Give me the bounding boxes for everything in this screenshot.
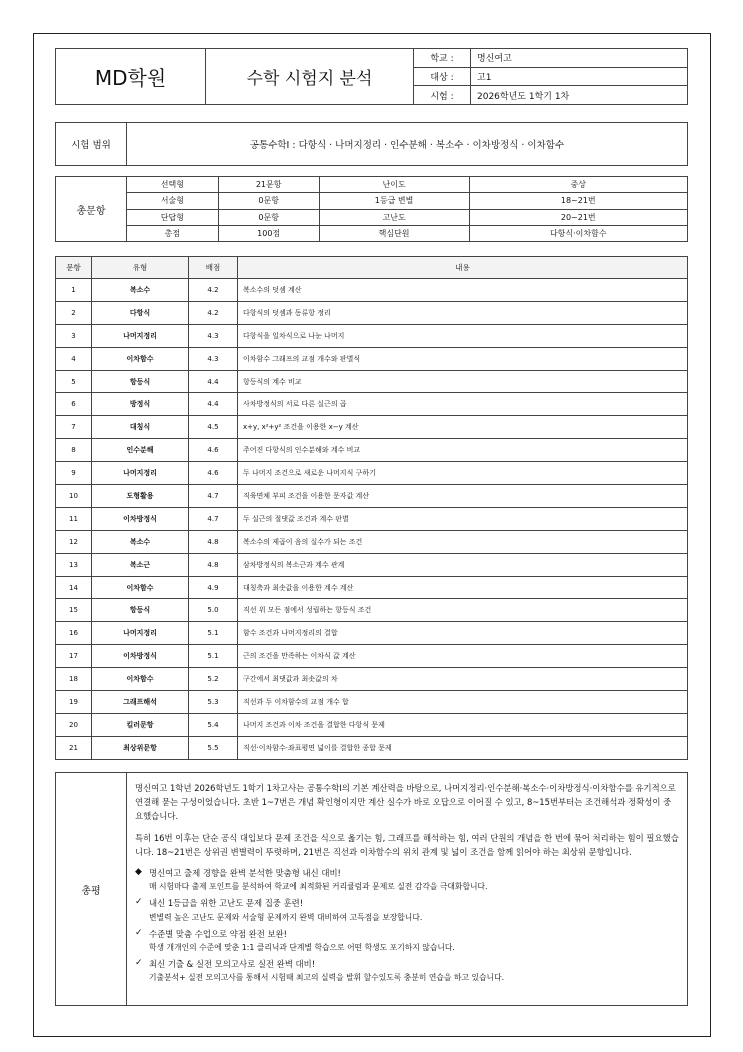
- exam-key: 시험 :: [414, 86, 471, 105]
- question-type: 킬러문항: [92, 713, 189, 736]
- summary-table: [55, 176, 688, 242]
- question-type: 이차방정식: [92, 645, 189, 668]
- document-title: 수학 시험지 분석: [206, 49, 414, 105]
- review-bullet-title: 최신 기출 & 실전 모의고사로 실전 완벽 대비!: [149, 959, 316, 970]
- summary-cell: 0문항: [218, 193, 319, 209]
- review-table: [55, 772, 688, 1006]
- question-content: 직선·이차함수·좌표평면 넓이를 결합한 종합 문제: [238, 736, 688, 759]
- question-number: 5: [56, 370, 92, 393]
- question-row: [56, 301, 688, 324]
- question-type: 나머지정리: [92, 622, 189, 645]
- question-score: 4.2: [189, 279, 238, 302]
- question-number: 17: [56, 645, 92, 668]
- question-score: 4.9: [189, 576, 238, 599]
- summary-cell: 18~21번: [469, 193, 687, 209]
- question-type: 복소수: [92, 279, 189, 302]
- school-value: 명신여고: [471, 49, 688, 68]
- question-type: 그래프해석: [92, 691, 189, 714]
- summary-cell: 중상: [469, 177, 687, 193]
- question-row: [56, 553, 688, 576]
- summary-cell: 20~21번: [469, 209, 687, 225]
- question-number: 14: [56, 576, 92, 599]
- question-content: 삼차방정식의 복소근과 계수 관계: [238, 553, 688, 576]
- review-bullet: [135, 896, 679, 924]
- question-row: [56, 370, 688, 393]
- question-number: 1: [56, 279, 92, 302]
- question-number: 16: [56, 622, 92, 645]
- question-content: 나머지 조건과 이차 조건을 결합한 다항식 문제: [238, 713, 688, 736]
- question-type: 복소수: [92, 530, 189, 553]
- question-type: 항등식: [92, 599, 189, 622]
- summary-cell: 난이도: [319, 177, 469, 193]
- question-table-header: [56, 257, 688, 279]
- question-type: 방정식: [92, 393, 189, 416]
- exam-scope-text: 공통수학Ⅰ : 다항식 · 나머지정리 · 인수분해 · 복소수 · 이차방정식 · 이차함수: [127, 123, 688, 166]
- question-score: 5.1: [189, 645, 238, 668]
- school-key: 학교 :: [414, 49, 471, 68]
- question-score: 4.6: [189, 462, 238, 485]
- summary-cell: 서술형: [127, 193, 219, 209]
- summary-cell: 1등급 변별: [319, 193, 469, 209]
- question-score: 4.3: [189, 347, 238, 370]
- question-row: [56, 713, 688, 736]
- question-score: 5.0: [189, 599, 238, 622]
- diamond-icon: ◆: [135, 867, 142, 878]
- question-score: 4.6: [189, 439, 238, 462]
- target-key: 대상 :: [414, 67, 471, 86]
- question-type: 나머지정리: [92, 324, 189, 347]
- question-number: 20: [56, 713, 92, 736]
- summary-cell: 단답형: [127, 209, 219, 225]
- question-number: 18: [56, 668, 92, 691]
- header-score: 배점: [189, 257, 238, 279]
- summary-cell: 다항식·이차함수: [469, 225, 687, 241]
- review-bullets: [135, 866, 679, 986]
- question-content: 다항식의 덧셈과 동류항 정리: [238, 301, 688, 324]
- question-number: 12: [56, 530, 92, 553]
- question-type: 복소근: [92, 553, 189, 576]
- summary-cell: 선택형: [127, 177, 219, 193]
- check-icon: ✓: [135, 958, 143, 969]
- review-bullet-title: 수준별 맞춤 수업으로 약점 완전 보완!: [149, 928, 288, 939]
- question-number: 21: [56, 736, 92, 759]
- question-row: [56, 324, 688, 347]
- review-bullet-title: 명신여고 출제 경향을 완벽 분석한 맞춤형 내신 대비!: [149, 868, 341, 879]
- question-score: 4.4: [189, 370, 238, 393]
- question-content: 대칭축과 최솟값을 이용한 계수 계산: [238, 576, 688, 599]
- question-content: 복소수의 제곱이 음의 실수가 되는 조건: [238, 530, 688, 553]
- question-type: 대칭식: [92, 416, 189, 439]
- question-row: [56, 347, 688, 370]
- question-type: 이차함수: [92, 347, 189, 370]
- question-type: 항등식: [92, 370, 189, 393]
- question-type: 나머지정리: [92, 462, 189, 485]
- summary-cell: 100점: [218, 225, 319, 241]
- academy-name: MD학원: [56, 49, 206, 105]
- question-score: 4.7: [189, 485, 238, 508]
- exam-scope-label: 시험 범위: [56, 123, 127, 166]
- question-score: 5.5: [189, 736, 238, 759]
- question-row: [56, 530, 688, 553]
- question-score: 4.3: [189, 324, 238, 347]
- question-type: 인수분해: [92, 439, 189, 462]
- question-type: 이차함수: [92, 668, 189, 691]
- question-type: 도형활용: [92, 485, 189, 508]
- question-row: [56, 645, 688, 668]
- review-bullet-detail: 매 시험마다 출제 포인트를 분석하여 학교에 최적화된 커리큘럼과 문제로 실전 감각을 극대화합니다.: [149, 882, 488, 892]
- review-bullet-detail: 변별력 높은 고난도 문제와 서술형 문제까지 완벽 대비하여 고득점을 보장합니다.: [149, 912, 423, 922]
- review-paragraph-1: 명신여고 1학년 2026학년도 1학기 1차고사는 공통수학Ⅰ의 기본 계산력을 바탕으로, 나머지정리·인수분해·복소수·이차방정식·이차함수를 유기적으로 연결해 묻는 구성이었습니다. 초반 1~7번은 개념 확인형이지만 계산 실수가 바로 오답으로 이어질 수 있고, 8~15번부터는 조건해석과 정확성이 중요했습니다.: [135, 783, 676, 822]
- question-content: 직선 위 모든 점에서 성립하는 항등식 조건: [238, 599, 688, 622]
- question-row: [56, 462, 688, 485]
- review-bullet: [135, 866, 679, 894]
- question-row: [56, 485, 688, 508]
- question-content: 항등식의 계수 비교: [238, 370, 688, 393]
- header-table: [55, 48, 688, 105]
- review-bullet-detail: 기출분석+ 실전 모의고사를 통해서 시험때 최고의 실력을 발휘 할수있도록 충분히 연습을 하고 있습니다.: [149, 973, 505, 983]
- question-score: 5.3: [189, 691, 238, 714]
- question-type: 최상위문항: [92, 736, 189, 759]
- question-number: 11: [56, 507, 92, 530]
- summary-cell: 고난도: [319, 209, 469, 225]
- summary-cell: 0문항: [218, 209, 319, 225]
- question-score: 4.7: [189, 507, 238, 530]
- header-content: 내용: [238, 257, 688, 279]
- summary-cell: 총점: [127, 225, 219, 241]
- exam-value: 2026학년도 1학기 1차: [471, 86, 688, 105]
- question-content: 이차함수 그래프의 교점 개수와 판별식: [238, 347, 688, 370]
- question-score: 4.8: [189, 530, 238, 553]
- question-type: 이차방정식: [92, 507, 189, 530]
- question-number: 7: [56, 416, 92, 439]
- question-content: 직육면체 부피 조건을 이용한 문자값 계산: [238, 485, 688, 508]
- question-row: [56, 416, 688, 439]
- summary-cell: 핵심단원: [319, 225, 469, 241]
- question-type: 다항식: [92, 301, 189, 324]
- review-bullet: [135, 957, 679, 985]
- question-number: 4: [56, 347, 92, 370]
- question-score: 4.5: [189, 416, 238, 439]
- question-score: 5.2: [189, 668, 238, 691]
- question-number: 2: [56, 301, 92, 324]
- summary-cell: 21문항: [218, 177, 319, 193]
- question-row: [56, 576, 688, 599]
- question-row: [56, 279, 688, 302]
- question-content: 복소수의 덧셈 계산: [238, 279, 688, 302]
- question-row: [56, 393, 688, 416]
- question-score: 4.8: [189, 553, 238, 576]
- question-row: [56, 668, 688, 691]
- question-content: 다항식을 일차식으로 나눈 나머지: [238, 324, 688, 347]
- question-type: 이차함수: [92, 576, 189, 599]
- question-number: 19: [56, 691, 92, 714]
- header-type: 유형: [92, 257, 189, 279]
- question-number: 10: [56, 485, 92, 508]
- question-content: x+y, x²+y² 조건을 이용한 x−y 계산: [238, 416, 688, 439]
- question-row: [56, 599, 688, 622]
- question-row: [56, 622, 688, 645]
- review-bullet-title: 내신 1등급을 위한 고난도 문제 집중 훈련!: [149, 898, 304, 909]
- question-content: 사차방정식의 서로 다른 실근의 곱: [238, 393, 688, 416]
- question-row: [56, 691, 688, 714]
- question-row: [56, 507, 688, 530]
- review-bullet-detail: 학생 개개인의 수준에 맞춘 1:1 클리닉과 단계별 학습으로 어떤 학생도 포기하지 않습니다.: [149, 943, 455, 953]
- question-number: 15: [56, 599, 92, 622]
- question-content: 구간에서 최댓값과 최솟값의 차: [238, 668, 688, 691]
- summary-label: 총문항: [56, 177, 127, 242]
- question-content: 근의 조건을 만족하는 이차식 값 계산: [238, 645, 688, 668]
- question-score: 5.1: [189, 622, 238, 645]
- header-number: 문항: [56, 257, 92, 279]
- question-content: 주어진 다항식의 인수분해와 계수 비교: [238, 439, 688, 462]
- question-score: 5.4: [189, 713, 238, 736]
- question-content: 두 나머지 조건으로 새로운 나머지식 구하기: [238, 462, 688, 485]
- exam-scope-table: [55, 122, 688, 166]
- question-score: 4.2: [189, 301, 238, 324]
- review-bullet: [135, 927, 679, 955]
- check-icon: ✓: [135, 897, 143, 908]
- question-content: 직선과 두 이차함수의 교점 개수 합: [238, 691, 688, 714]
- review-paragraph-2: 특히 16번 이후는 단순 공식 대입보다 문제 조건을 식으로 옮기는 힘, 그래프를 해석하는 힘, 여러 단원의 개념을 한 번에 묶어 처리하는 힘이 필요했습니다. 18~21번은 상위권 변별력이 뚜렷하며, 21번은 직선과 이차함수의 위치 관계 및 넓이 조건을 함께 읽어야 하는 최상위 문항입니다.: [135, 832, 679, 857]
- question-score: 4.4: [189, 393, 238, 416]
- target-value: 고1: [471, 67, 688, 86]
- question-number: 8: [56, 439, 92, 462]
- review-label: 총평: [56, 773, 127, 1006]
- question-table: [55, 256, 688, 760]
- question-content: 함수 조건과 나머지정리의 결합: [238, 622, 688, 645]
- question-number: 6: [56, 393, 92, 416]
- check-icon: ✓: [135, 927, 143, 938]
- question-row: [56, 439, 688, 462]
- question-number: 3: [56, 324, 92, 347]
- question-row: [56, 736, 688, 759]
- review-body: [127, 773, 688, 1006]
- question-content: 두 실근의 절댓값 조건과 계수 판별: [238, 507, 688, 530]
- question-number: 13: [56, 553, 92, 576]
- question-number: 9: [56, 462, 92, 485]
